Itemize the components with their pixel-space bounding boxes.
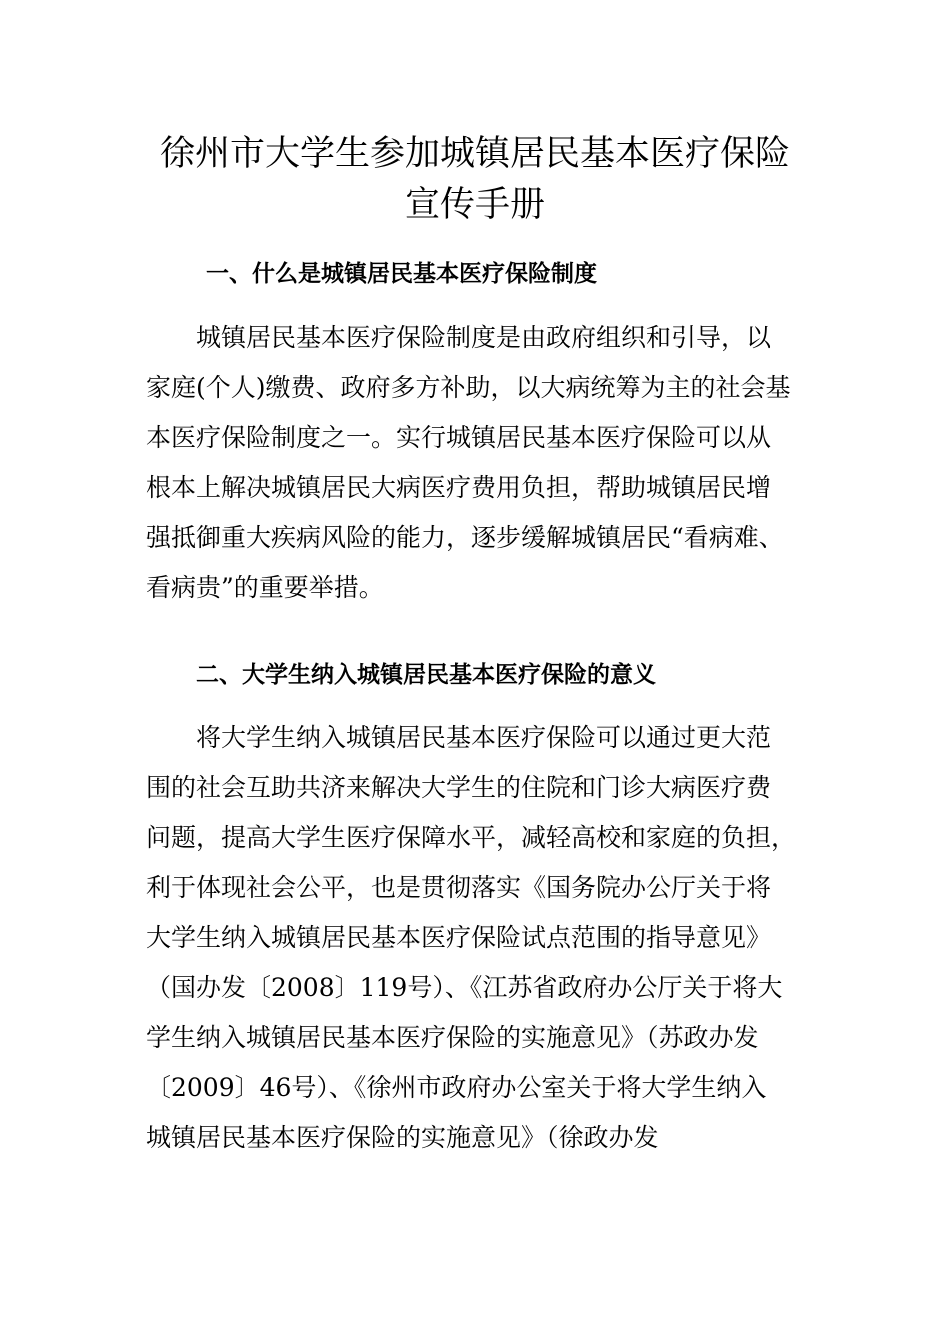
section-2-heading: 二、大学生纳入城镇居民基本医疗保险的意义 [196, 662, 656, 688]
section-2-line-8: 〔2009〕46号）、《徐州市政府办公室关于将大学生纳入 [146, 1073, 767, 1102]
section-1-line-5: 强抵御重大疾病风险的能力，逐步缓解城镇居民“看病难、 [146, 523, 784, 552]
section-2-line-2: 围的社会互助共济来解决大学生的住院和门诊大病医疗费 [146, 773, 772, 802]
section-1-line-6: 看病贵”的重要举措。 [146, 573, 384, 602]
section-1-line-4: 根本上解决城镇居民大病医疗费用负担，帮助城镇居民增 [146, 473, 772, 502]
section-1-heading: 一、什么是城镇居民基本医疗保险制度 [206, 261, 597, 287]
section-2-line-6: （国办发〔2008〕119号）、《江苏省政府办公厅关于将大 [146, 973, 783, 1002]
section-1-line-3: 本医疗保险制度之一。实行城镇居民基本医疗保险可以从 [146, 423, 772, 452]
section-2-line-9: 城镇居民基本医疗保险的实施意见》（徐政办发 [146, 1123, 659, 1152]
section-2-line-4: 利于体现社会公平，也是贯彻落实《国务院办公厅关于将 [146, 873, 772, 902]
section-2-line-7: 学生纳入城镇居民基本医疗保险的实施意见》（苏政办发 [146, 1023, 759, 1052]
section-1-line-2: 家庭(个人)缴费、政府多方补助，以大病统筹为主的社会基 [146, 373, 791, 402]
section-2-line-3: 问题，提高大学生医疗保障水平，减轻高校和家庭的负担， [146, 823, 797, 852]
section-2-line-1: 将大学生纳入城镇居民基本医疗保险可以通过更大范 [196, 723, 772, 752]
section-2-line-5: 大学生纳入城镇居民基本医疗保险试点范围的指导意见》 [146, 923, 772, 952]
document-title-line-2: 宣传手册 [404, 185, 545, 225]
section-1-line-1: 城镇居民基本医疗保险制度是由政府组织和引导，以 [196, 323, 772, 352]
document-title-line-1: 徐州市大学生参加城镇居民基本医疗保险 [159, 134, 790, 174]
